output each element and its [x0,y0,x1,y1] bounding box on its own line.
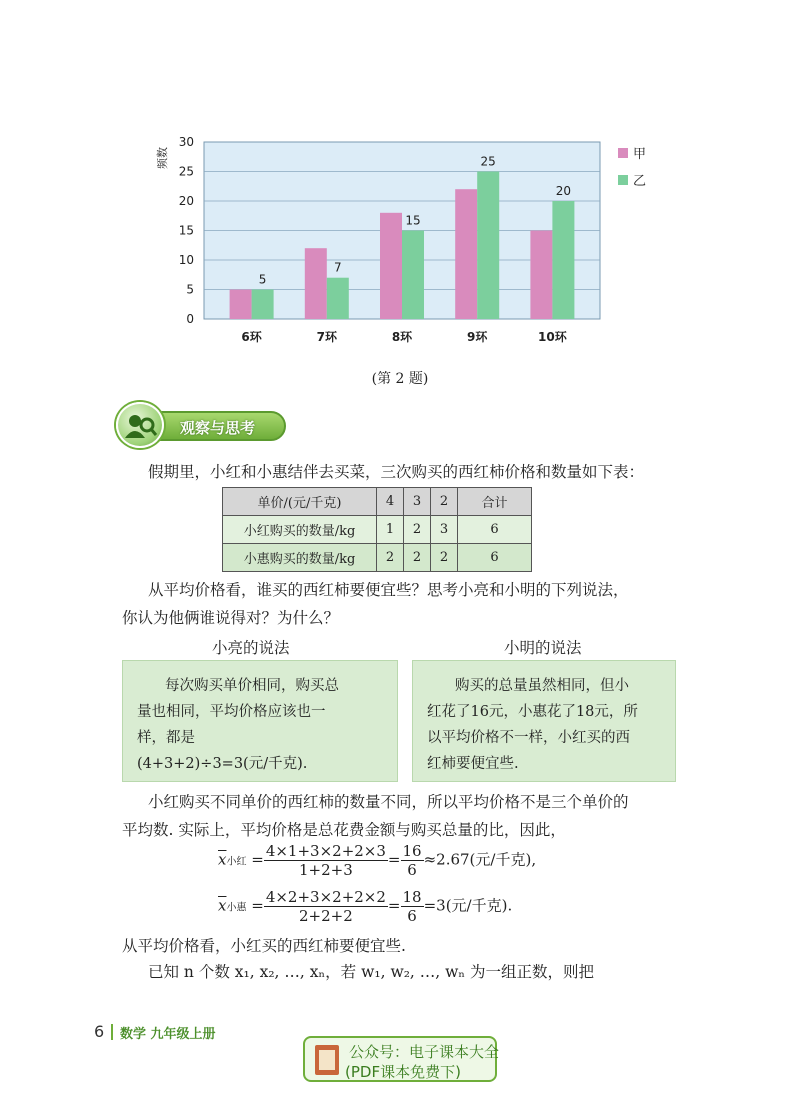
section-banner [116,402,286,448]
data-label: 5 [258,272,267,287]
formula-xiaohong: $\overline{x}$小红 = $\frac{4\times 1+3\times 2+2\times 3}{1+2+3}$ = $\frac{16}{6}$ ≈2.67(元/千克), [218,842,537,879]
data-label: 15 [405,213,421,228]
mean-subscript: 小惠 [226,902,247,914]
fraction [264,888,388,925]
price-table [222,487,532,572]
mean-symbol: $\overline{x}$ [218,850,227,869]
table-cell: 2 [404,516,431,544]
opinion-line: 每次购买单价相同，购买总 [165,678,339,694]
xiaoliang-title: 小亮的说法 [212,639,290,657]
y-tick-label: 20 [178,194,194,208]
legend-swatch [618,148,628,158]
opinion-line: 样，都是 [137,730,195,746]
bar-yi [552,201,574,319]
table-row [223,516,532,544]
y-tick-label: 5 [186,282,194,297]
data-label: 7 [333,260,342,275]
data-label: 20 [555,184,572,198]
y-tick-label: 25 [178,164,194,179]
bar-jia [230,290,252,320]
opinion-line: (4+3+2)÷3=3(元/千克). [137,756,308,772]
observe-icon [116,402,164,448]
fraction-numerator: 4×2+3×2+2×2 [265,888,386,906]
bar-yi [327,278,349,319]
xiaoliang-opinion-box [122,660,398,782]
table-cell: 2 [377,544,404,572]
opinion-line: 购买的总量虽然相同，但小 [455,678,629,694]
explain-line: 平均数. 实际上，平均价格是总花费金额与购买总量的比，因此， [122,821,566,839]
bar-jia [455,189,477,319]
y-axis-label: 频数 [156,147,169,169]
fraction-numerator: 18 [402,888,422,906]
table-cell: 2 [404,544,431,572]
fraction-numerator: 4×1+3×2+2×3 [265,842,386,860]
opinion-line: 红花了16元，小惠花了18元，所 [427,704,638,720]
formula-result: ≈2.67(元/千克), [423,850,537,869]
legend-swatch [618,175,628,185]
fraction-denominator: 1+2+3 [298,861,353,879]
bar-yi [402,231,424,320]
table-cell: 3 [431,516,458,544]
bar-jia [530,231,552,320]
table-cell: 2 [431,488,458,516]
xiaoming-opinion-box [412,660,676,782]
xiaoming-title: 小明的说法 [504,639,582,657]
question-line: 你认为他俩谁说得对？为什么？ [122,609,340,627]
fraction [264,842,388,879]
opinion-line: 红柿要便宜些. [427,756,519,772]
conclusion-text: 从平均价格看，小红买的西红柿要便宜些. [122,937,406,955]
mean-subscript: 小红 [226,856,247,868]
fraction [401,842,424,879]
data-label: 25 [480,154,496,169]
x-tick-label: 9环 [467,330,488,344]
table-cell: 6 [458,544,532,572]
formula-xiaohui: $\overline{x}$小惠 = $\frac{4\times 2+3\times 2+2\times 2}{2+2+2}$ = $\frac{18}{6}$ =3(元/千克). [218,888,513,925]
explain-line: 小红购买不同单价的西红柿的数量不同，所以平均价格不是三个单价的 [148,793,629,811]
bar-jia [305,248,327,319]
frequency-bar-chart [150,128,650,353]
table-cell: 1 [377,516,404,544]
fraction-denominator: 6 [407,861,417,879]
table-cell: 6 [458,516,532,544]
fraction-numerator: 16 [402,842,422,860]
fraction-denominator: 2+2+2 [298,907,353,925]
opinion-line: 以平均价格不一样，小红买的西 [427,730,630,746]
bar-yi [252,290,274,320]
table-cell: 合计 [458,488,532,516]
table-cell: 小红购买的数量/kg [223,516,377,544]
book-icon [315,1045,339,1075]
y-tick-label: 10 [178,253,194,267]
table-row [223,544,532,572]
formula-result: =3(元/千克). [423,896,513,915]
x-tick-label: 8环 [391,330,413,344]
table-cell: 小惠购买的数量/kg [223,544,377,572]
table-cell: 2 [431,544,458,572]
intro-text: 假期里，小红和小惠结伴去买菜，三次购买的西红柿价格和数量如下表： [148,463,645,481]
fraction-denominator: 6 [407,907,417,925]
x-tick-label: 6环 [241,330,262,344]
definition-line: 已知 n 个数 x₁, x₂, …, xₙ，若 w₁, w₂, …, wₙ 为一组正数，则把 [148,963,595,981]
table-row [223,488,532,516]
y-tick-label: 15 [178,223,194,238]
table-cell: 4 [377,488,404,516]
x-tick-label: 7环 [316,330,337,344]
opinion-line: 量也相同，平均价格应该也一 [137,704,326,720]
legend-label: 乙 [633,174,647,189]
bar-jia [380,213,402,319]
fraction [401,888,424,925]
stamp-line: (PDF课本免费下) [345,1063,461,1081]
footer-divider [111,1024,113,1040]
bar-yi [477,172,499,320]
figure-caption: (第 2 题) [371,371,429,387]
mean-symbol: $\overline{x}$ [218,896,227,915]
question-line: 从平均价格看，谁买的西红柿要便宜些？思考小亮和小明的下列说法， [148,581,629,599]
table-cell: 单价/(元/千克) [223,488,377,516]
legend-label: 甲 [633,147,647,162]
y-tick-label: 30 [178,135,194,149]
banner-title: 观察与思考 [180,419,256,437]
watermark-stamp [303,1036,500,1082]
table-cell: 3 [404,488,431,516]
x-tick-label: 10环 [538,330,567,344]
y-tick-label: 0 [186,312,194,326]
stamp-line: 公众号：电子课本大全 [349,1043,500,1061]
book-title: 数学 九年级上册 [120,1027,216,1042]
page-number: 6 [94,1022,105,1041]
